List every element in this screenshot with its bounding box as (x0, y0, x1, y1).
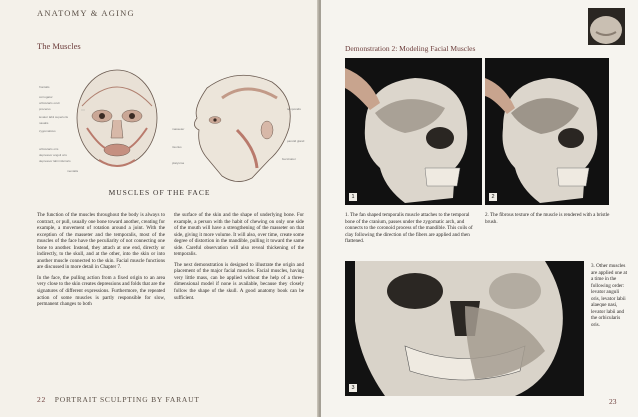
section-title: The Muscles (37, 41, 81, 51)
label-buccinator: buccinator (282, 157, 296, 161)
front-view-head (77, 70, 157, 166)
inset-thumbnail-photo (588, 8, 625, 45)
right-page-number: 23 (609, 397, 617, 406)
step-badge: 1 (349, 193, 357, 201)
label-zygomaticus: zygomaticus (39, 129, 56, 133)
step-badge: 2 (489, 193, 497, 201)
side-view-head (194, 75, 290, 181)
label-frontalis: frontalis (39, 85, 50, 89)
paragraph: the surface of the skin and the shape of underlying bone. For example, a person with the habit of chewing on only one side of the mouth will have a strengthening of the masseter on that side, giving it more volume. It will also, over time, create some degree of distortion in the mandible, pulling it toward the same side. Careful observation will also reveal thickening of the temporalis. (174, 212, 304, 258)
label-orbicularis-oris: orbicularis oris (39, 147, 59, 151)
label-procerus: procerus (39, 107, 51, 111)
photo-caption-2: 2. The fibrous texture of the muscle is rendered with a bristle brush. (485, 212, 610, 225)
paragraph: The next demonstration is designed to illustrate the origin and placement of the major facial muscles. Facial muscles, having very little mass, can be applied without the help of a three-dimensional model if none is available, because they closely follow the shape of the skull. A good anatomy book can be sufficient. (174, 261, 304, 301)
label-mentalis: mentalis (67, 169, 79, 173)
running-head: ANATOMY & AGING (37, 8, 135, 18)
photo-step-1 (345, 58, 482, 205)
paragraph: In the face, the pulling action from a fixed origin to an area very close to the skin creates depressions and folds that are the signatures of different expressions. Furthermore, the repeated action of some muscles is partly responsible for slow, permanent changes to both (37, 274, 165, 308)
text-column-1 (37, 212, 165, 312)
figure-caption: MUSCLES OF THE FACE (108, 188, 211, 197)
facial-muscles-figure (37, 68, 307, 196)
step-badge: 3 (349, 384, 357, 392)
footer-title: PORTRAIT SCULPTING BY FARAUT (54, 395, 200, 404)
label-parotid-gland: parotid gland (287, 139, 305, 143)
label-platysma: platysma (172, 161, 185, 165)
label-masseter: masseter (172, 127, 185, 131)
label-levator-labii: levator labii superioris (39, 115, 69, 119)
paragraph: The function of the muscles throughout the body is always to contract, or pull, usually one bone toward another, creating for example, a movement of rotation around a joint. With the exception of the masseter and the temporalis, most of the muscles of the face have the peculiarity of not connecting one bone to another. Instead, they attach at one end, directly or indirectly, to the skull, and at the other, into the skin or into another muscle connected to the skin. Facial muscle functions are discussed in more detail in Chapter 7. (37, 212, 165, 271)
left-page-number: 22 (37, 395, 47, 404)
front-figure-labels (39, 85, 79, 173)
label-risorius: risorius (172, 145, 182, 149)
photo-caption-3: 3. Other muscles are applied one at a time in the following order: levator anguli oris, levator labii alaeque nasi, levator labii and the orbicularis oris. (591, 263, 628, 328)
text-column-2 (174, 212, 304, 305)
right-page (321, 0, 638, 417)
label-nasalis: nasalis (39, 121, 49, 125)
label-depressor-anguli: depressor anguli oris (39, 153, 67, 157)
label-depressor-labii: depressor labii inferioris (39, 159, 71, 163)
demo-title: Demonstration 2: Modeling Facial Muscles (345, 44, 476, 53)
photo-step-2 (485, 58, 609, 205)
photo-step-3 (345, 261, 584, 396)
label-temporalis: temporalis (287, 107, 301, 111)
left-footer (37, 395, 200, 404)
label-corrugator: corrugator (39, 95, 53, 99)
photo-caption-1: 1. The fan shaped temporalis muscle attaches to the temporal bone of the cranium, passes under the zygomatic arch, and connects to the coronoid process of the mandible. This coils of clay following the direction of the fibers are applied and then flattened. (345, 212, 473, 244)
label-orbicularis-oculi: orbicularis oculi (39, 101, 60, 105)
